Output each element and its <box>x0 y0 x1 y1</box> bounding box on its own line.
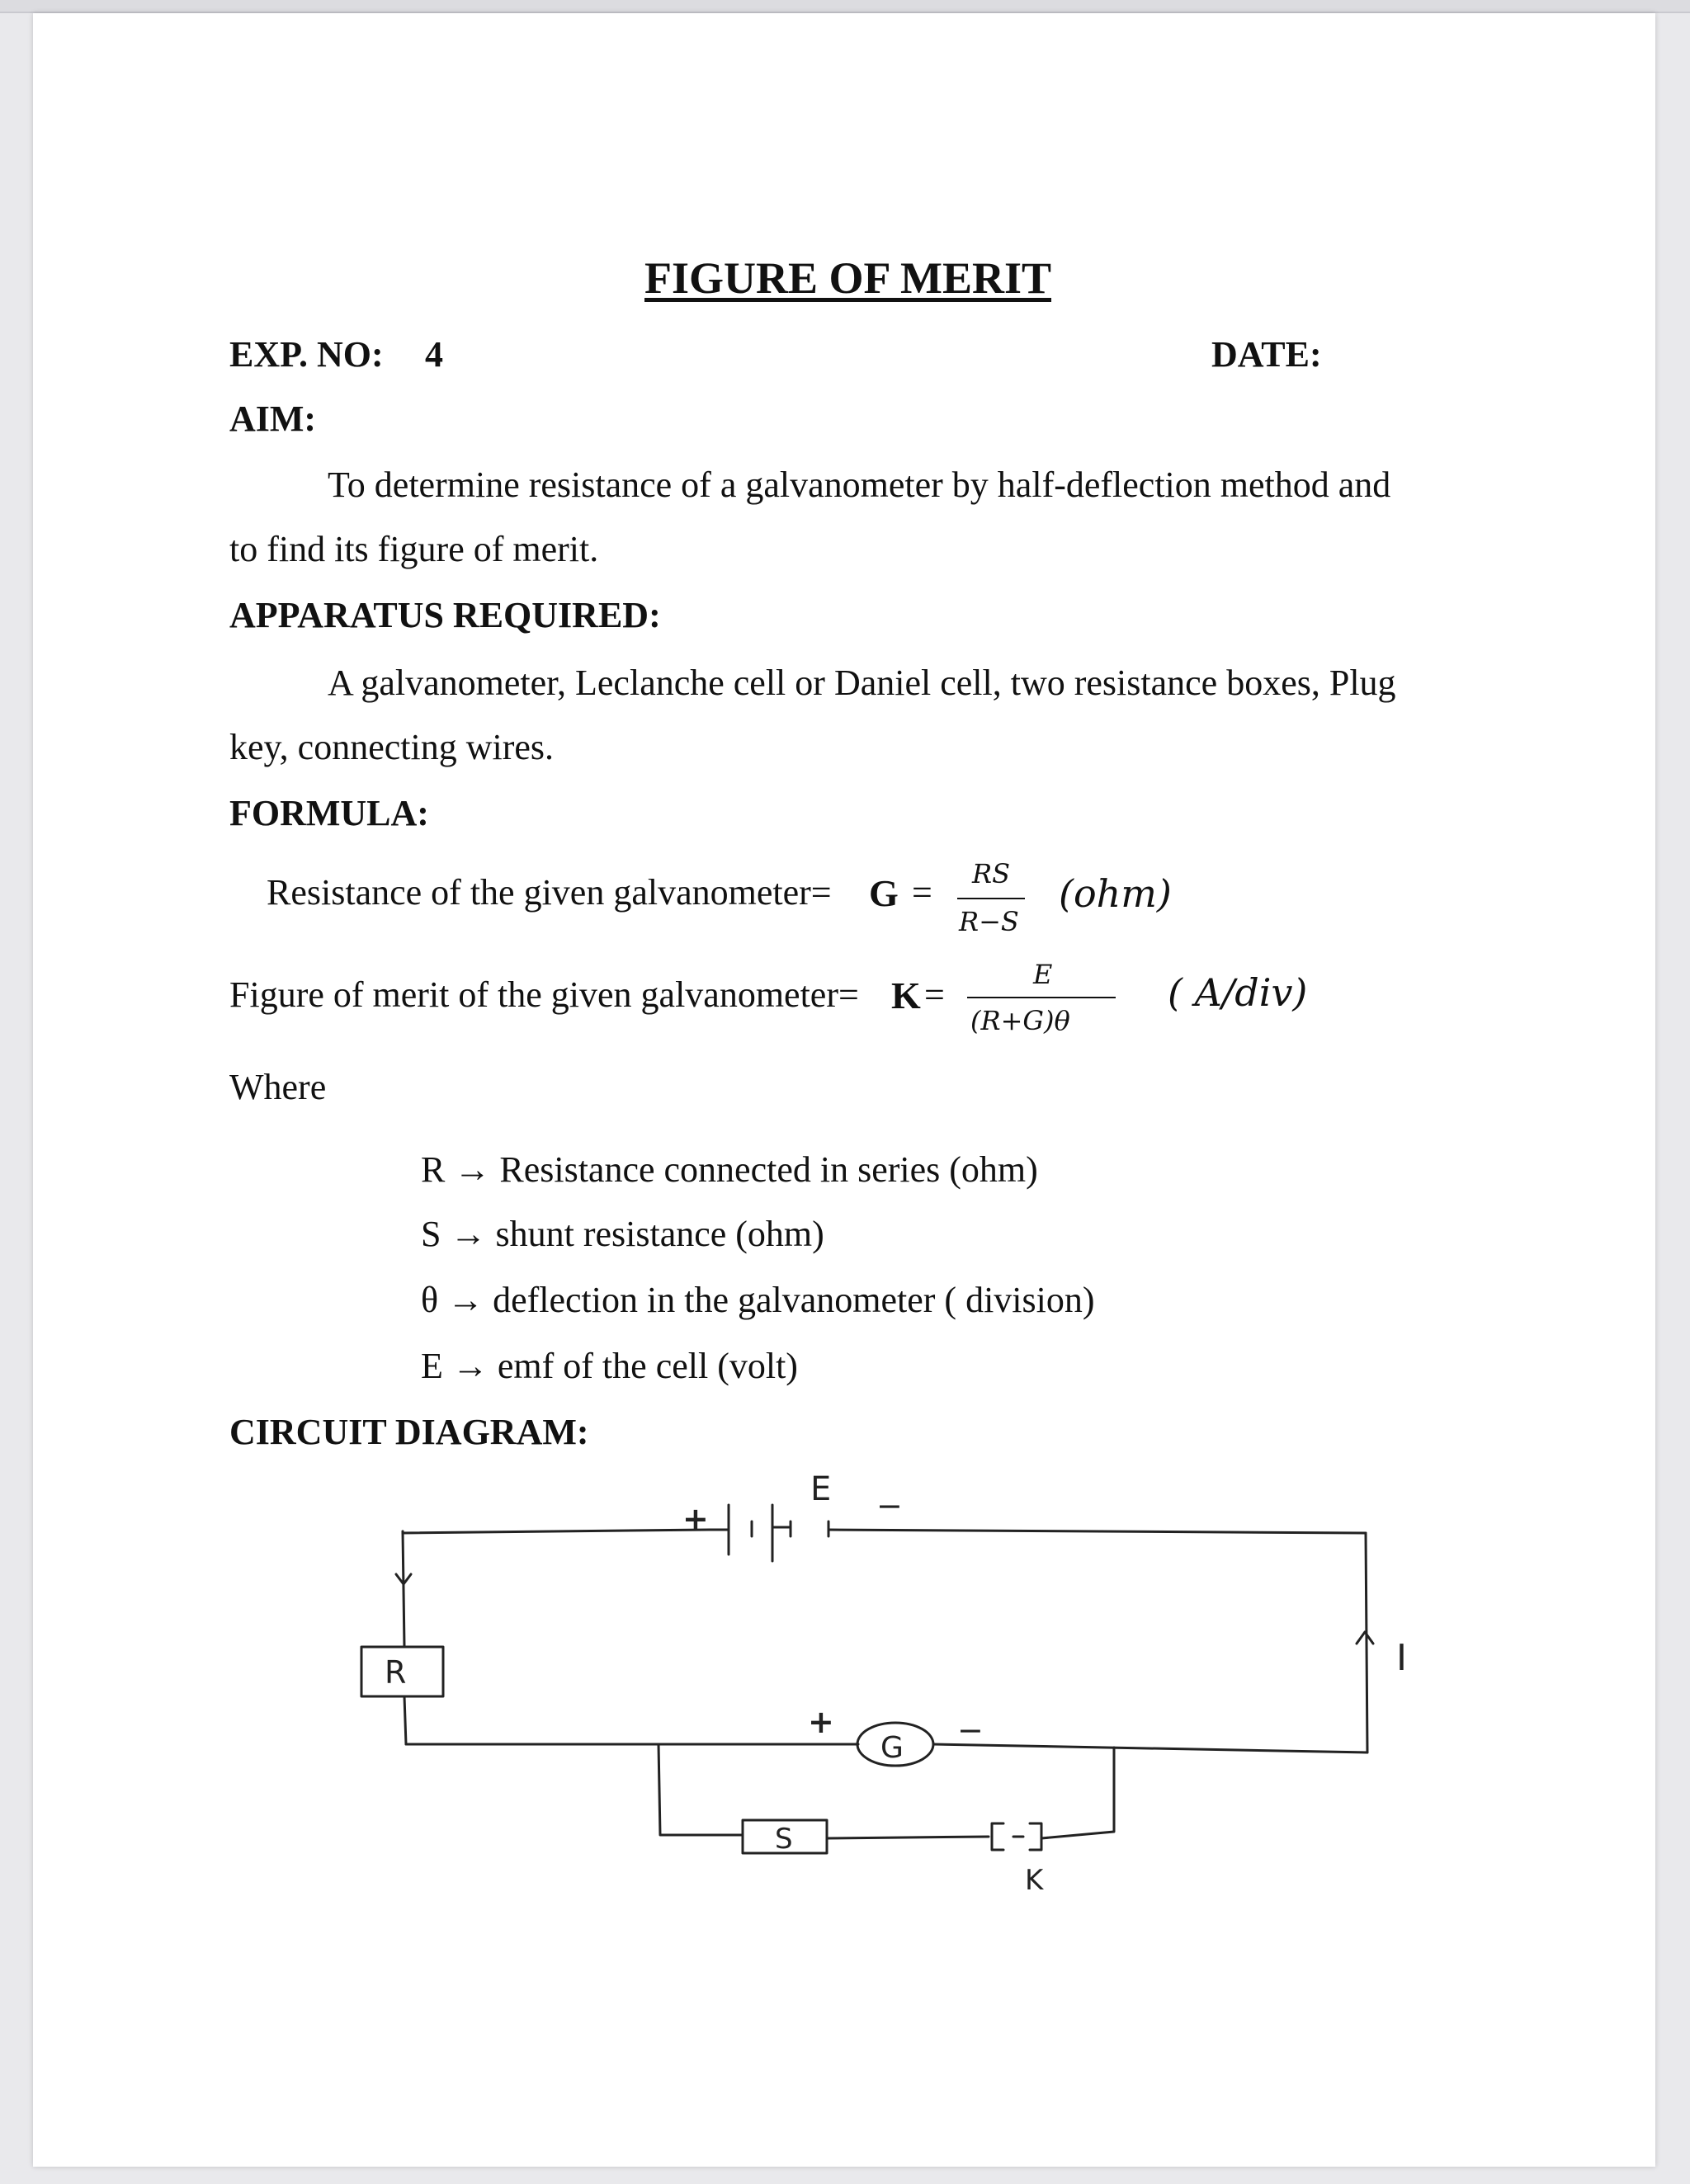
key-label: K <box>1025 1864 1044 1897</box>
variable-item-r: R → Resistance connected in series (ohm) <box>421 1149 1038 1190</box>
formula-g-equals: = <box>912 872 932 913</box>
exp-no-label: EXP. NO: <box>229 334 384 375</box>
formula-k-equals: = <box>924 974 945 1015</box>
where-label: Where <box>229 1067 327 1107</box>
aim-text-line2: to find its figure of merit. <box>229 529 599 569</box>
variable-item-theta: θ → deflection in the galvanometer ( division) <box>421 1280 1095 1320</box>
key-wire-right <box>1041 1748 1114 1838</box>
page-title: FIGURE OF MERIT <box>644 253 1052 303</box>
resistor-label: R <box>385 1654 407 1691</box>
galvanometer-label: G <box>880 1731 904 1765</box>
document-page <box>33 13 1655 2167</box>
apparatus-text-line1: A galvanometer, Leclanche cell or Daniel cell, two resistance boxes, Plug <box>328 663 1396 703</box>
formula-k-unit: ( A/div) <box>1168 970 1308 1015</box>
formula-g-numerator: RS <box>972 858 1011 889</box>
circuit-diagram <box>33 13 1655 2167</box>
galv-minus-label: − <box>957 1712 984 1748</box>
key-bracket-left <box>992 1823 1003 1850</box>
formula-k-symbol: K <box>891 974 921 1017</box>
formula-k-label: Figure of merit of the given galvanometer= <box>229 974 859 1015</box>
shunt-wire-to-key <box>827 1837 989 1838</box>
variable-item-e: E → emf of the cell (volt) <box>421 1346 798 1386</box>
apparatus-text-line2: key, connecting wires. <box>229 727 555 767</box>
viewer-top-border <box>0 0 1690 13</box>
wire-left-top <box>403 1531 404 1647</box>
wire-top-right <box>828 1530 1366 1533</box>
current-label: I <box>1396 1637 1407 1679</box>
exp-no-value: 4 <box>425 334 443 375</box>
wire-left-bottom <box>404 1696 406 1744</box>
formula-g-unit: (ohm) <box>1059 871 1172 916</box>
formula-g-denominator: R−S <box>959 906 1019 937</box>
aim-text-line1: To determine resistance of a galvanometer by half-deflection method and <box>328 465 1391 505</box>
cell-plus-label: + <box>682 1501 709 1537</box>
formula-k-numerator: E <box>1033 959 1053 990</box>
date-label: DATE: <box>1211 334 1322 375</box>
cell-lead-right <box>772 1521 828 1536</box>
aim-heading: AIM: <box>229 399 317 439</box>
wire-top-left <box>403 1530 710 1533</box>
formula-heading: FORMULA: <box>229 793 429 833</box>
cell-label: E <box>810 1470 832 1508</box>
variable-item-s: S → shunt resistance (ohm) <box>421 1214 824 1254</box>
formula-g-label: Resistance of the given galvanometer= <box>267 872 832 913</box>
galv-plus-label: + <box>808 1704 834 1740</box>
wire-right <box>1366 1533 1367 1752</box>
formula-k-denominator: (R+G)θ <box>970 1005 1070 1036</box>
shunt-label: S <box>775 1823 793 1856</box>
apparatus-heading: APPARATUS REQUIRED: <box>229 595 661 635</box>
wire-bottom-right <box>933 1744 1367 1752</box>
cell-minus-label: − <box>876 1488 903 1524</box>
circuit-heading: CIRCUIT DIAGRAM: <box>229 1412 589 1452</box>
current-arrow <box>1357 1632 1373 1644</box>
formula-g-symbol: G <box>869 872 899 914</box>
key-bracket-right <box>1030 1823 1041 1850</box>
shunt-branch-left <box>659 1744 743 1835</box>
